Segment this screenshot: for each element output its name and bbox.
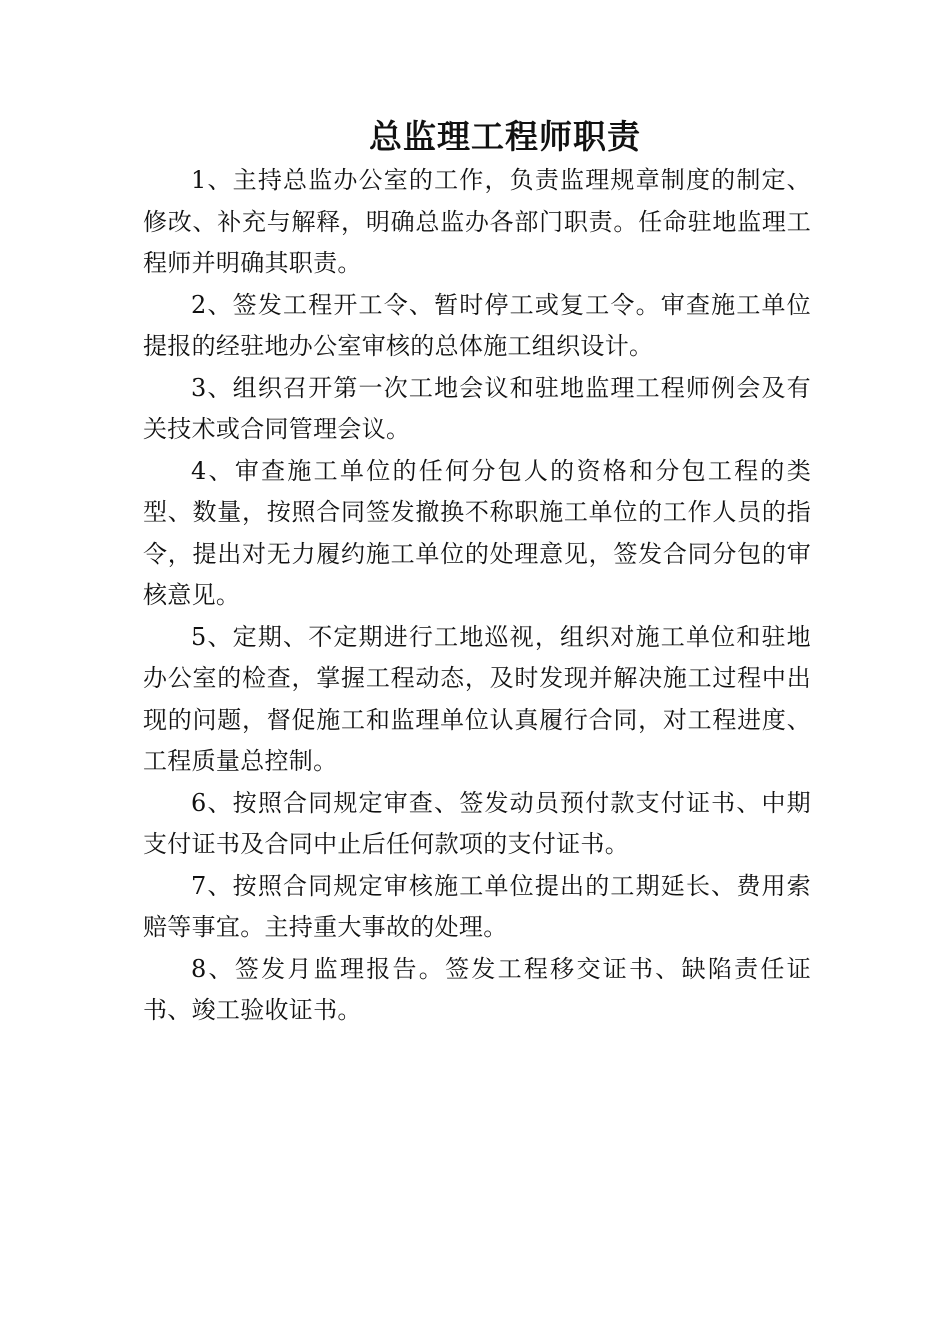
duty-paragraph-7: 7、按照合同规定审核施工单位提出的工期延长、费用索赔等事宜。主持重大事故的处理。 [143,871,811,941]
duty-paragraph-4: 4、审查施工单位的任何分包人的资格和分包工程的类型、数量，按照合同签发撤换不称职施工单位的工作人员的指令，提出对无力履约施工单位的处理意见，签发合同分包的审核意见。 [143,456,811,609]
document-body [143,160,811,1032]
duty-paragraph-6: 6、按照合同规定审查、签发动员预付款支付证书、中期支付证书及合同中止后任何款项的支付证书。 [143,788,811,858]
duty-paragraph-3: 3、组织召开第一次工地会议和驻地监理工程师例会及有关技术或合同管理会议。 [143,373,811,443]
duty-paragraph-5: 5、定期、不定期进行工地巡视，组织对施工单位和驻地办公室的检查，掌握工程动态，及时发现并解决施工过程中出现的问题，督促施工和监理单位认真履行合同，对工程进度、工程质量总控制。 [143,622,811,775]
duty-paragraph-1: 1、主持总监办公室的工作，负责监理规章制度的制定、修改、补充与解释，明确总监办各部门职责。任命驻地监理工程师并明确其职责。 [143,166,811,277]
duty-paragraph-2: 2、签发工程开工令、暂时停工或复工令。审查施工单位提报的经驻地办公室审核的总体施工组织设计。 [143,290,811,360]
duty-paragraph-8: 8、签发月监理报告。签发工程移交证书、缺陷责任证书、竣工验收证书。 [143,954,811,1024]
document-title: 总监理工程师职责 [369,117,641,156]
